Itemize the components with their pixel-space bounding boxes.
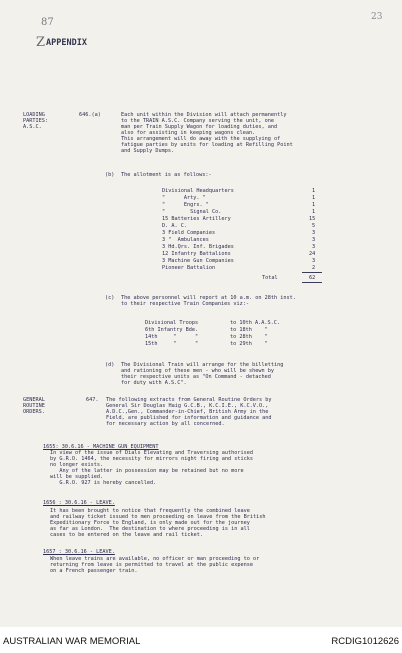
paragraph-label-b: (b) bbox=[105, 172, 115, 178]
allotment-count: 1 bbox=[312, 188, 316, 194]
paragraph-number-647: 647. bbox=[86, 397, 99, 403]
allotment-unit: Divisional Headquarters bbox=[162, 188, 234, 194]
allotment-unit: 12 Infantry Battalions bbox=[162, 251, 231, 257]
allotment-count: 3 bbox=[312, 230, 316, 236]
allotment-count: 3 bbox=[312, 258, 316, 264]
allotment-unit: Pioneer Battalion bbox=[162, 265, 216, 271]
paragraph-label-d: (d) bbox=[105, 362, 115, 368]
order-1657-heading: 1657 : 30.6.16 - LEAVE. bbox=[43, 549, 115, 555]
schedule-row: 14th " " bbox=[145, 334, 199, 340]
allotment-count: 24 bbox=[309, 251, 316, 257]
total-double-rule bbox=[302, 282, 322, 283]
handwritten-z-mark: Z bbox=[36, 35, 46, 50]
schedule-row: to 10th A.A.S.C. bbox=[230, 320, 280, 326]
schedule-row: to 28th " bbox=[230, 334, 268, 340]
paragraph-label-c: (c) bbox=[105, 295, 115, 301]
schedule-row: 6th Infantry Bde. bbox=[145, 327, 199, 333]
schedule-row: to 29th " bbox=[230, 341, 268, 347]
allotment-count: 1 bbox=[312, 195, 316, 201]
schedule-row: 15th " " bbox=[145, 341, 199, 347]
order-1655-heading: 1655: 30.6.16 - MACHINE GUN EQUIPMENT bbox=[43, 444, 159, 450]
allotment-unit: 3 Machine Gun Companies bbox=[162, 258, 234, 264]
total-value: 62 bbox=[309, 275, 316, 281]
schedule-row: to 18th " bbox=[230, 327, 268, 333]
paragraph-number-646: 646.(a) bbox=[79, 112, 101, 118]
allotment-unit: 3 Hd.Qrs. Inf. Brigades bbox=[162, 244, 234, 250]
footer-archive-name: AUSTRALIAN WAR MEMORIAL bbox=[3, 636, 141, 647]
appendix-heading: APPENDIX bbox=[46, 38, 87, 48]
allotment-unit: 3 " Ambulances bbox=[162, 237, 209, 243]
order-1656-heading: 1656 : 30.6.16 - LEAVE. bbox=[43, 500, 115, 506]
allotment-count: 1 bbox=[312, 202, 316, 208]
total-label: Total bbox=[262, 275, 278, 281]
allotment-count: 1 bbox=[312, 209, 316, 215]
footer-record-id: RCDIG1012626 bbox=[331, 636, 399, 647]
allotment-unit: 3 Field Companies bbox=[162, 230, 216, 236]
allotment-count: 15 bbox=[309, 216, 316, 222]
allotment-unit: D. A. C. bbox=[162, 223, 187, 229]
total-rule bbox=[302, 272, 322, 273]
handwritten-page-number-left: 87 bbox=[41, 17, 54, 28]
allotment-count: 3 bbox=[312, 244, 316, 250]
allotment-unit: " Signal Co. bbox=[162, 209, 222, 215]
allotment-count: 2 bbox=[312, 265, 316, 271]
document-page: 87 23 Z APPENDIX LOADING PARTIES: A.S.C. 646.(a) Each unit within the Division will attach permanently to the TRAIN A.S.C. Company serving the unit, one man per Train Supply Wagon for loading duties, and also for assisting in keeping wagons clean. This arrangement will do away with the supplying of fatigue parties by units for loading at Refilling Point and Supply Dumps. (b) The allotment is as follows:- Divisional Headquarters 1 " Arty. " 1 " Engrs. " 1 " Signal Co. 1 15 Batteries Artillery 15 D. A. C. 5 3 Field Companies 3 3 " Ambulances 3 3 Hd.Qrs. Inf. Brigades 3 12 Infantry Battalions 24 3 Machine Gun Companies 3 Pioneer Battalion 2 Total 62 (c) The above personnel will report at 10 a.m. on 28th inst. to their respective Train Companies viz:- Divisional Troops to 10th A.A.S.C. 6th Infantry Bde. to 18th " 14th " " to 28th " 15th " " to 29th " (d) The Divisional Train will arrange for the billetting and rationing of these men - who will be shewn by their respective units as "On Command - detached for duty with A.S.C". GENERAL ROUTINE ORDERS. 647. The following extracts from General Routine Orders by General Sir Douglas Haig G.C.B., K.C.I.E., K.C.V.O., A.D.C.,Gen., Commander-in-Chief, British Army in the Field, are published for information and guidance and for necessary action by all concerned. 1655: 30.6.16 - MACHINE GUN EQUIPMENT In view of the issue of Dials Elevating and Traversing authorised by G.R.O. 1464, the necessity for mirrors night firing and sticks no longer exists. Any of the latter in possession may be retained but no more will be supplied. G.R.O. 927 is hereby cancelled. 1656 : 30.6.16 - LEAVE. It has been brought to notice that frequently the combined leave and railway ticket issued to men proceeding on leave from the British Expeditionary Force to England, is only made out for the journey as far as London. The destination to where proceeding is in all cases to be entered on the leave and rail ticket. 1657 : 30.6.16 - LEAVE. When leave trains are available, no officer or man proceeding to or returning from leave is permitted to travel at the public expense on a French passenger train. bbox=[0, 0, 402, 627]
allotment-intro: The allotment is as follows:- bbox=[121, 172, 212, 178]
allotment-unit: 15 Batteries Artillery bbox=[162, 216, 231, 222]
allotment-unit: " Arty. " bbox=[162, 195, 206, 201]
allotment-unit: " Engrs. " bbox=[162, 202, 209, 208]
handwritten-page-number-right: 23 bbox=[371, 12, 383, 22]
allotment-count: 3 bbox=[312, 237, 316, 243]
schedule-row: Divisional Troops bbox=[145, 320, 199, 326]
allotment-count: 5 bbox=[312, 223, 316, 229]
